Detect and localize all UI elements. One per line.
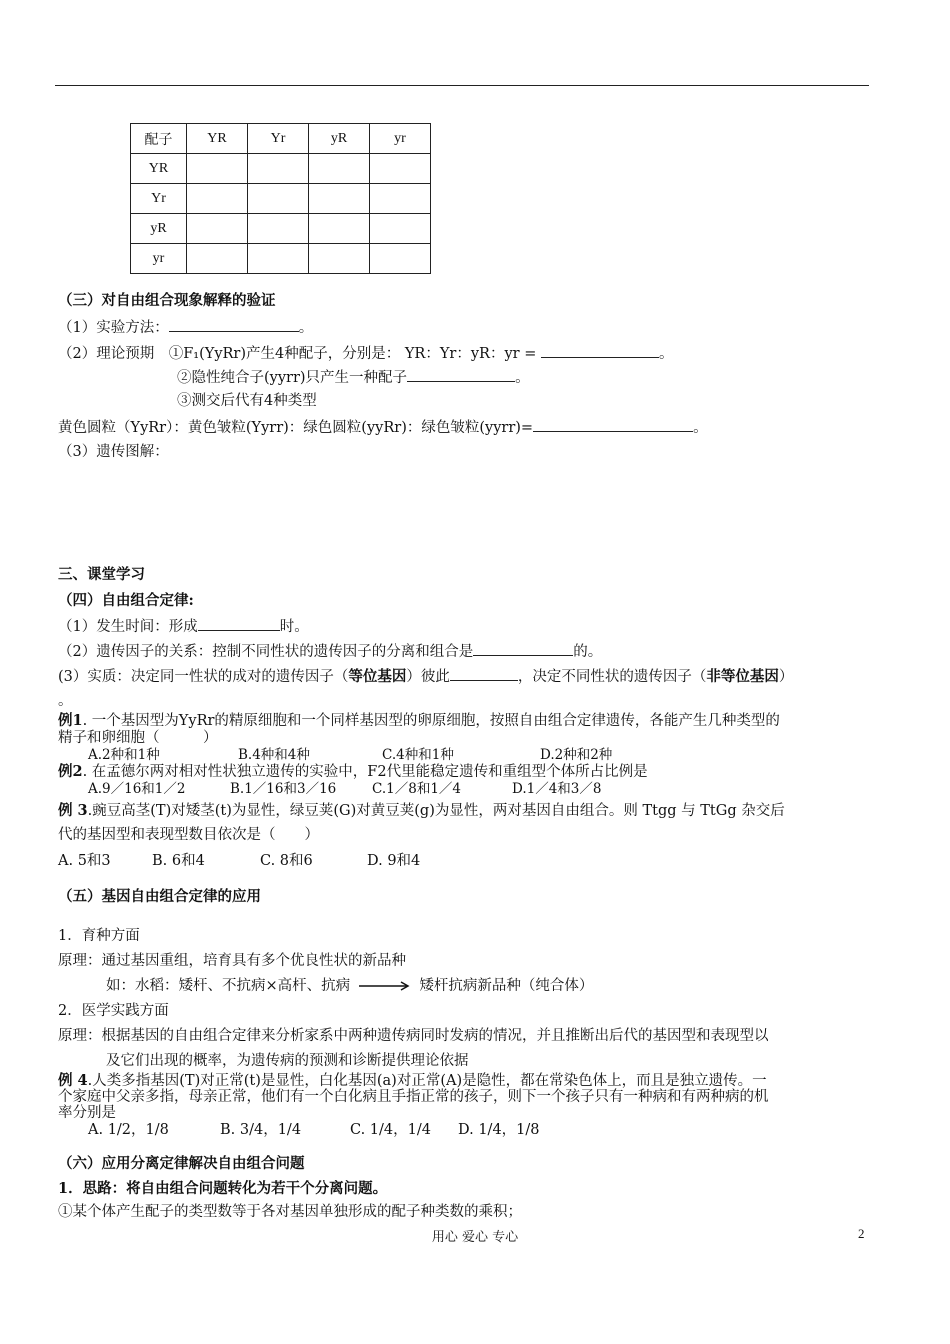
section-5-title: （五）基因自由组合定律的应用 <box>58 888 261 905</box>
example-2-option-a: A.9／16和1／2 <box>88 781 186 797</box>
empty-cell <box>370 154 431 184</box>
empty-cell <box>187 244 248 274</box>
empty-cell <box>309 184 370 214</box>
approach-point-1: ①某个体产生配子的类型数等于各对基因单独形成的配子种类数的乘积； <box>58 1204 522 1220</box>
genetic-diagram-label: （3）遗传图解： <box>58 444 169 460</box>
prediction-2-text: ②隐性纯合子(yyrr)只产生一种配子 <box>177 370 408 386</box>
phenotype-ratio-end: 。 <box>693 420 708 436</box>
footer-motto: 用心 爱心 专心 <box>431 1230 519 1245</box>
example-3-option-b: B. 6和4 <box>152 853 205 869</box>
gamete-ratio-blank[interactable] <box>541 344 659 358</box>
relationship-blank[interactable] <box>473 642 573 656</box>
example-1-option-b: B.4种和4种 <box>238 747 310 763</box>
law-2-text: （2）遗传因子的关系：控制不同性状的遗传因子的分离和组合是 <box>58 644 474 660</box>
example-4-label: 例 4 <box>58 1072 88 1089</box>
example-3-text: .豌豆高茎(T)对矮茎(t)为显性，绿豆荚(G)对黄豆荚(g)为显性，两对基因自由组合。则 Ttgg 与 TtGg 杂交后 <box>87 803 785 819</box>
phenotype-ratio-blank[interactable] <box>533 418 693 432</box>
prediction-line-1 <box>58 344 673 363</box>
example-1-label: 例1 <box>58 712 83 729</box>
table-row <box>131 184 431 214</box>
example-3-text-2: 代的基因型和表现型数目依次是（ ） <box>58 827 319 843</box>
table-row <box>131 154 431 184</box>
empty-cell <box>248 154 309 184</box>
row-header-cell: yr <box>131 244 187 274</box>
row-header-cell: yR <box>131 214 187 244</box>
example-1 <box>58 712 780 730</box>
example-1-option-a: A.2种和1种 <box>88 747 160 763</box>
law-line-1 <box>58 617 309 636</box>
empty-cell <box>370 184 431 214</box>
non-allele-term: 非等位基因 <box>706 668 779 685</box>
section-3-title: （三）对自由组合现象解释的验证 <box>58 292 276 309</box>
section-class-learning-title: 三、课堂学习 <box>58 566 145 583</box>
example-2-label: 例2 <box>58 763 83 780</box>
table-header-cell: yR <box>309 124 370 154</box>
row-header-cell: Yr <box>131 184 187 214</box>
law-line-2 <box>58 642 602 661</box>
law-line-3 <box>58 667 793 686</box>
example-1-option-c: C.4种和1种 <box>382 747 454 763</box>
method-line <box>58 318 313 337</box>
law-3-text-c: ）彼此 <box>406 669 450 685</box>
prediction-line-3: ③测交后代有4种类型 <box>177 393 317 409</box>
empty-cell <box>309 244 370 274</box>
arrow-right-icon <box>355 977 415 995</box>
law-2-end: 的。 <box>573 644 603 660</box>
phenotype-ratio-line <box>58 418 708 437</box>
empty-cell <box>187 214 248 244</box>
empty-cell <box>370 244 431 274</box>
row-header-cell: YR <box>131 154 187 184</box>
example-1-option-d: D.2种和2种 <box>540 747 613 763</box>
table-header-row <box>131 124 431 154</box>
section-4-title: （四）自由组合定律: <box>58 592 194 609</box>
breeding-example <box>106 977 593 995</box>
occurrence-time-blank[interactable] <box>198 617 280 631</box>
breeding-principle: 原理：通过基因重组，培育具有多个优良性状的新品种 <box>58 953 406 969</box>
empty-cell <box>309 214 370 244</box>
medical-heading: 2．医学实践方面 <box>58 1003 169 1019</box>
empty-cell <box>187 184 248 214</box>
example-2-option-c: C.1／8和1／4 <box>372 781 461 797</box>
medical-principle: 原理：根据基因的自由组合定律来分析家系中两种遗传病同时发病的情况，并且推断出后代的基因型和表现型以 <box>58 1028 769 1044</box>
example-2-option-b: B.1／16和3／16 <box>230 781 337 797</box>
medical-principle-cont: 及它们出现的概率，为遗传病的预测和诊断提供理论依据 <box>106 1053 469 1069</box>
phenotype-ratio-text: 黄色圆粒（YyRr）：黄色皱粒(Yyrr)：绿色圆粒(yyRr)：绿色皱粒(yyrr)= <box>58 420 534 436</box>
approach-heading: 1．思路：将自由组合问题转化为若干个分离问题。 <box>58 1180 388 1197</box>
example-4-text: .人类多指基因(T)对正常(t)是显性，白化基因(a)对正常(A)是隐性，都在常染色体上，而且是独立遗传。一 <box>87 1073 767 1089</box>
method-label: （1）实验方法： <box>58 320 169 336</box>
breeding-example-parents: 如：水稻：矮杆、不抗病×高杆、抗病 <box>106 978 351 994</box>
example-4-text-3: 率分别是 <box>58 1105 116 1121</box>
gamete-table <box>130 123 431 274</box>
law-1-text: （1）发生时间：形成 <box>58 619 198 635</box>
method-end: 。 <box>298 320 314 336</box>
table-row <box>131 214 431 244</box>
table-header-cell: Yr <box>248 124 309 154</box>
example-1-text-2: 精子和卵细胞（ ） <box>58 730 218 746</box>
example-2-option-d: D.1／4和3／8 <box>512 781 602 797</box>
essence-blank[interactable] <box>450 667 518 681</box>
law-3-text-a: (3）实质：决定同一性状的成对的遗传因子（ <box>58 669 349 685</box>
empty-cell <box>248 214 309 244</box>
breeding-heading: 1．育种方面 <box>58 928 140 944</box>
example-2-text: . 在孟德尔两对相对性状独立遗传的实验中，F2代里能稳定遗传和重组型个体所占比例是 <box>82 764 648 780</box>
example-3-option-d: D. 9和4 <box>367 853 421 869</box>
prediction-1-end: 。 <box>658 346 674 362</box>
prediction-1-text: （2）理论预期 ①F₁(YyRr)产生4种配子，分别是： YR：Yr：yR：yr = <box>58 346 541 362</box>
table-header-cell: yr <box>370 124 431 154</box>
example-2 <box>58 763 648 781</box>
page-number: 2 <box>858 1226 865 1241</box>
breeding-example-result: 矮杆抗病新品种（纯合体） <box>419 978 594 994</box>
example-3 <box>58 802 785 820</box>
example-4-option-d: D. 1/4，1/8 <box>458 1122 540 1138</box>
empty-cell <box>187 154 248 184</box>
empty-cell <box>248 184 309 214</box>
empty-cell <box>370 214 431 244</box>
empty-cell <box>309 154 370 184</box>
law-1-end: 时。 <box>279 619 309 635</box>
table-header-cell: 配子 <box>131 124 187 154</box>
law-line-3-end: 。 <box>58 693 73 709</box>
allele-term: 等位基因 <box>348 668 407 685</box>
method-blank[interactable] <box>169 318 299 332</box>
example-3-option-a: A. 5和3 <box>58 853 111 869</box>
law-3-text-f: ） <box>778 669 794 685</box>
law-3-text-d: ，决定不同性状的遗传因子（ <box>517 669 707 685</box>
example-3-label: 例 3 <box>58 802 88 819</box>
example-4-text-2: 个家庭中父亲多指，母亲正常，他们有一个白化病且手指正常的孩子，则下一个孩子只有一种病和有两种病的机 <box>58 1089 769 1105</box>
example-3-option-c: C. 8和6 <box>260 853 313 869</box>
example-4-option-a: A. 1/2，1/8 <box>88 1122 169 1138</box>
recessive-gamete-blank[interactable] <box>407 368 515 382</box>
table-row <box>131 244 431 274</box>
example-1-text: . 一个基因型为YyRr的精原细胞和一个同样基因型的卵原细胞，按照自由组合定律遗传，各能产生几种类型的 <box>82 713 780 729</box>
prediction-2-end: 。 <box>515 370 530 386</box>
prediction-line-2 <box>177 368 530 387</box>
section-6-title: （六）应用分离定律解决自由组合问题 <box>58 1155 305 1172</box>
empty-cell <box>248 244 309 274</box>
example-4-option-c: C. 1/4，1/4 <box>350 1122 431 1138</box>
header-rule <box>55 85 869 86</box>
example-4-option-b: B. 3/4，1/4 <box>220 1122 302 1138</box>
table-header-cell: YR <box>187 124 248 154</box>
